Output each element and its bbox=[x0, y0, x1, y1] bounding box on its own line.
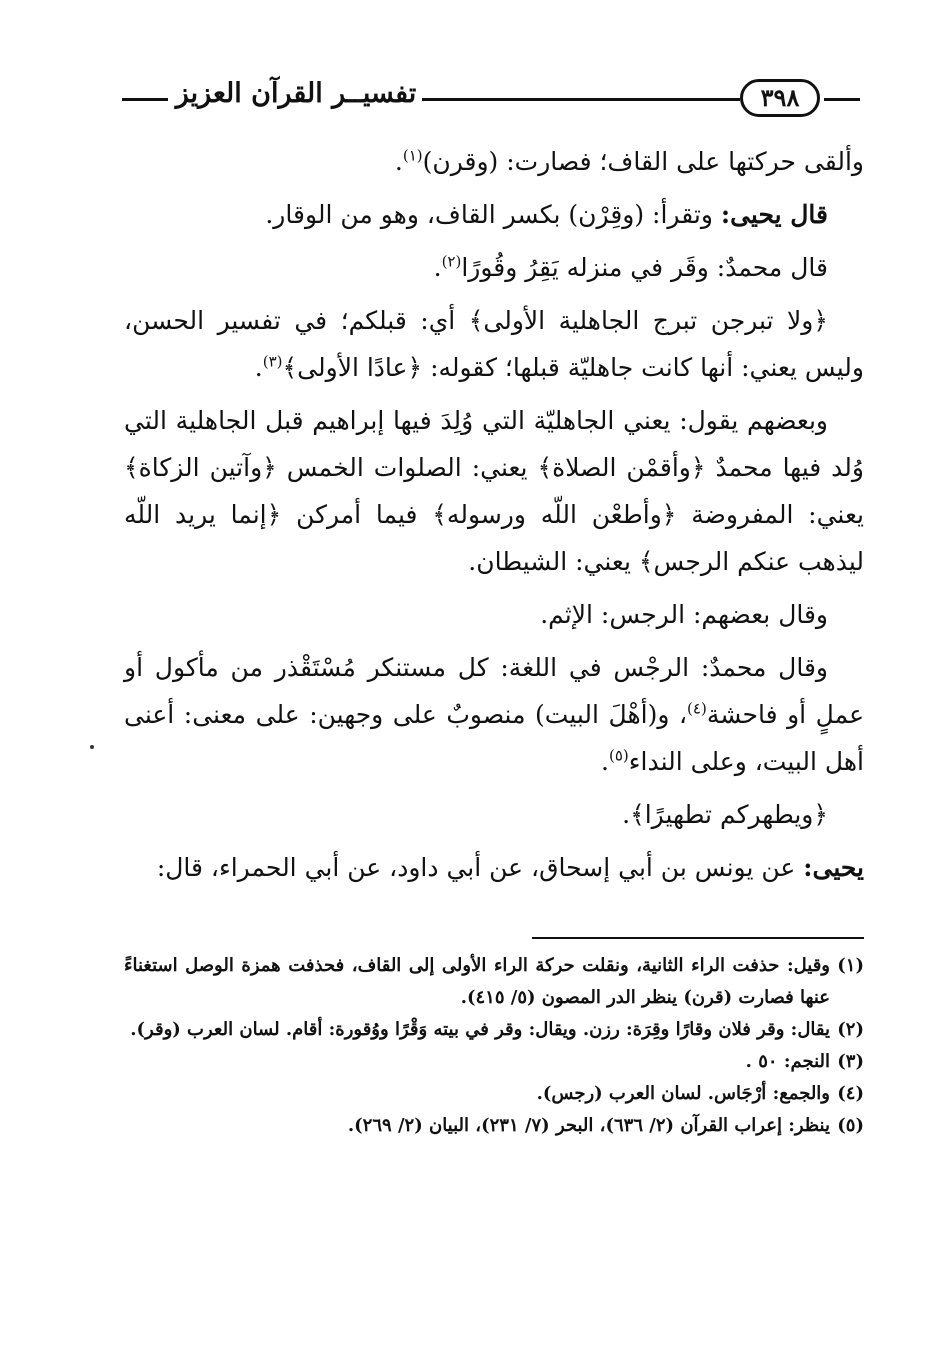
footnote-number: (٤) bbox=[837, 1083, 864, 1104]
footnote-5 bbox=[124, 1110, 864, 1142]
paragraph-end: . bbox=[601, 747, 609, 776]
paragraph-6 bbox=[124, 591, 864, 638]
footnote-2 bbox=[124, 1014, 864, 1046]
footnote-number: (١) bbox=[837, 955, 864, 976]
footnote-ref: (٤) bbox=[687, 699, 707, 718]
footnote-text: والجمع: أرْجَاس. لسان العرب (رجس). bbox=[536, 1083, 830, 1104]
header-rule-right bbox=[824, 98, 860, 101]
footnote-separator bbox=[532, 937, 864, 939]
paragraph-end: . bbox=[254, 353, 263, 382]
footnote-4 bbox=[124, 1078, 864, 1110]
footnote-text: ينظر: إعراب القرآن (٢/ ٦٣٦)، البحر (٧/ ٢٣١)، البيان (٢/ ٢٦٩). bbox=[347, 1115, 830, 1136]
footnote-number: (٥) bbox=[837, 1115, 864, 1136]
paragraph-text: ﴿ولا تبرجن تبرج الجاهلية الأولى﴾ أي: قبلكم؛ في تفسير الحسن، وليس يعني: أنها كانت جاهليّة قبلها؛ كقوله: ﴿عادًا الأولى﴾ bbox=[124, 306, 864, 382]
footnote-3 bbox=[124, 1046, 864, 1078]
speaker-label: يحيى: bbox=[803, 853, 864, 882]
footnote-ref: (٢) bbox=[441, 252, 462, 271]
paragraph-7 bbox=[124, 644, 864, 785]
footnote-ref: (٥) bbox=[609, 746, 629, 765]
running-title: تفسيــر القرآن العزيز bbox=[175, 78, 417, 109]
footnote-ref: (٣) bbox=[262, 352, 283, 371]
paragraph-4 bbox=[124, 297, 864, 391]
main-text bbox=[124, 138, 864, 897]
paragraph-text: وبعضهم يقول: يعني الجاهليّة التي وُلِدَ فيها إبراهيم قبل الجاهلية التي وُلد فيها محمدٌ ﴿وأقمْن الصلاة﴾ يعني: الصلوات الخمس ﴿وآتين الزكاة﴾ يعني: المفروضة ﴿وأطعْن اللّه ورسوله﴾ فيما أمركن ﴿إنما يريد اللّه ليذهب عنكم الرجس﴾ يعني: الشيطان. bbox=[124, 406, 864, 576]
page-header bbox=[122, 72, 860, 124]
paragraph-end: . bbox=[394, 147, 403, 176]
stray-mark bbox=[90, 745, 94, 749]
footnote-text: النجم: ٥٠ . bbox=[745, 1051, 830, 1072]
header-rule-left bbox=[122, 98, 168, 101]
paragraph-text: وتقرأ: (وقِرْن) بكسر القاف، وهو من الوقار. bbox=[265, 200, 721, 229]
paragraph-text: قال محمدٌ: وقَر في منزله يَقِرُ وقُورًا bbox=[461, 253, 828, 282]
paragraph-end: . bbox=[433, 253, 442, 282]
footnote-number: (٣) bbox=[837, 1051, 864, 1072]
footnote-number: (٢) bbox=[837, 1019, 864, 1040]
paragraph-1 bbox=[124, 138, 864, 185]
page-number: ٣٩٨ bbox=[740, 79, 820, 117]
paragraph-text: عن يونس بن أبي إسحاق، عن أبي داود، عن أبي الحمراء، قال: bbox=[156, 853, 804, 882]
paragraph-text: ، و(أهْلَ البيت) منصوبٌ على وجهين: على معنى: أعنى أهل البيت، وعلى النداء bbox=[124, 700, 864, 776]
footnote-text: يقال: وقر فلان وقارًا وقِرَة: رزن. ويقال: وقر في بيته وَقْرًا ووُقورة: أقام. لسان العرب (وقر). bbox=[130, 1019, 830, 1040]
paragraph-8 bbox=[124, 791, 864, 838]
paragraph-text: وقال محمدٌ: الرجْس في اللغة: كل مستنكر مُسْتَقْذر من مأكول أو عملٍ أو فاحشة bbox=[124, 653, 864, 729]
paragraph-5 bbox=[124, 397, 864, 585]
paragraph-text: وألقى حركتها على القاف؛ فصارت: (وقرن) bbox=[422, 147, 864, 176]
speaker-label: قال يحيى: bbox=[720, 200, 828, 229]
paragraph-2 bbox=[124, 191, 864, 238]
header-rule-middle bbox=[422, 98, 740, 101]
paragraph-text: ﴿ويطهركم تطهيرًا﴾. bbox=[622, 800, 828, 829]
footnote-1 bbox=[124, 950, 864, 1014]
footnotes bbox=[124, 950, 864, 1142]
footnote-text: وقيل: حذفت الراء الثانية، ونقلت حركة الراء الأولى إلى القاف، فحذفت همزة الوصل استغناءً عنها فصارت (قرن) ينظر الدر المصون (٥/ ٤١٥). bbox=[124, 955, 830, 1008]
footnote-ref: (١) bbox=[402, 146, 423, 165]
paragraph-9 bbox=[124, 844, 864, 891]
paragraph-text: وقال بعضهم: الرجس: الإثم. bbox=[540, 600, 828, 629]
paragraph-3 bbox=[124, 244, 864, 291]
